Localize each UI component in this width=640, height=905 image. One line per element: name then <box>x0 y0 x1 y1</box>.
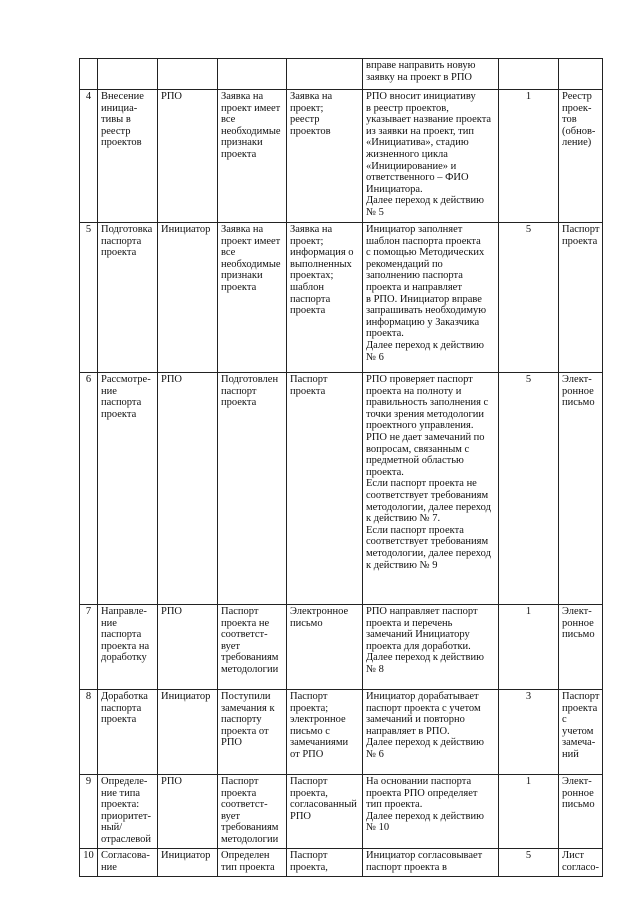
step-output: Заявка на проект; реестр проектов <box>287 90 363 223</box>
step-result: Элект- ронное письмо <box>559 775 603 849</box>
step-input: Подготовлен паспорт проекта <box>218 373 287 605</box>
step-description: Инициатор дорабатывает паспорт проекта с учетом замечаний и повторно направляет в РПО. Далее переход к действию № 6 <box>363 690 499 775</box>
step-description: РПО проверяет паспорт проекта на полноту и правильность заполнения с точки зрения методологии проектного управления. РПО не дает замечаний по вопросам, связанным с предметной областью проекта. Если паспорт проекта не соответствует требованиям методологии, далее переход к действию № 7. Если паспорт проекта соответствует требованиям методологии, далее переход к действию № 9 <box>363 373 499 605</box>
step-number: 8 <box>80 690 98 775</box>
step-input: Определен тип проекта <box>218 849 287 877</box>
step-description: Инициатор заполняет шаблон паспорта проекта с помощью Методических рекомендаций по заполнению паспорта проекта и направляет в РПО. Инициатор вправе запрашивать необходимую информацию у Заказчика проекта. Далее переход к действию № 6 <box>363 223 499 373</box>
table-row <box>80 605 603 690</box>
step-executor: РПО <box>158 373 218 605</box>
step-result: Реестр проек- тов (обнов- ление) <box>559 90 603 223</box>
step-number: 6 <box>80 373 98 605</box>
step-number: 9 <box>80 775 98 849</box>
step-number: 4 <box>80 90 98 223</box>
table-row <box>80 690 603 775</box>
step-output: Паспорт проекта, <box>287 849 363 877</box>
step-action: Определе- ние типа проекта: приоритет- ный/ отраслевой <box>98 775 158 849</box>
step-input: Паспорт проекта не соответст- вует требованиям методологии <box>218 605 287 690</box>
step-action <box>98 59 158 90</box>
step-executor: РПО <box>158 90 218 223</box>
step-description: Инициатор согласовывает паспорт проекта в <box>363 849 499 877</box>
step-description: На основании паспорта проекта РПО определяет тип проекта. Далее переход к действию № 10 <box>363 775 499 849</box>
step-action: Внесение инициа- тивы в реестр проектов <box>98 90 158 223</box>
step-executor: РПО <box>158 775 218 849</box>
table-row <box>80 849 603 877</box>
table-row <box>80 90 603 223</box>
step-action: Направле- ние паспорта проекта на доработку <box>98 605 158 690</box>
step-output: Заявка на проект; информация о выполненных проектах; шаблон паспорта проекта <box>287 223 363 373</box>
step-executor: РПО <box>158 605 218 690</box>
step-input: Паспорт проекта соответст- вует требованиям методологии <box>218 775 287 849</box>
step-result: Элект- ронное письмо <box>559 605 603 690</box>
table-row <box>80 775 603 849</box>
step-description: РПО направляет паспорт проекта и перечень замечаний Инициатору проекта для доработки. Далее переход к действию № 8 <box>363 605 499 690</box>
step-duration: 1 <box>499 775 559 849</box>
step-action: Согласова- ние <box>98 849 158 877</box>
step-description: вправе направить новую заявку на проект в РПО <box>363 59 499 90</box>
step-duration: 1 <box>499 90 559 223</box>
step-executor: Инициатор <box>158 223 218 373</box>
step-duration <box>499 59 559 90</box>
step-number: 10 <box>80 849 98 877</box>
step-input: Заявка на проект имеет все необходимые признаки проекта <box>218 90 287 223</box>
step-executor: Инициатор <box>158 690 218 775</box>
process-table <box>79 58 603 877</box>
step-output: Паспорт проекта <box>287 373 363 605</box>
step-result <box>559 59 603 90</box>
step-number: 7 <box>80 605 98 690</box>
table-row <box>80 59 603 90</box>
step-input: Заявка на проект имеет все необходимые признаки проекта <box>218 223 287 373</box>
step-action: Подготовка паспорта проекта <box>98 223 158 373</box>
step-description: РПО вносит инициативу в реестр проектов, указывает название проекта из заявки на проект, тип «Инициатива», стадию жизненного цикла «Инициирование» и ответственного – ФИО Инициатора. Далее переход к действию № 5 <box>363 90 499 223</box>
step-executor <box>158 59 218 90</box>
step-action: Доработка паспорта проекта <box>98 690 158 775</box>
step-duration: 1 <box>499 605 559 690</box>
step-output: Паспорт проекта; электронное письмо с замечаниями от РПО <box>287 690 363 775</box>
step-result: Лист согласо- <box>559 849 603 877</box>
step-number <box>80 59 98 90</box>
step-duration: 3 <box>499 690 559 775</box>
step-duration: 5 <box>499 849 559 877</box>
step-executor: Инициатор <box>158 849 218 877</box>
step-result: Элект- ронное письмо <box>559 373 603 605</box>
table-body <box>80 59 603 877</box>
step-output <box>287 59 363 90</box>
step-output: Электронное письмо <box>287 605 363 690</box>
step-input <box>218 59 287 90</box>
table-row <box>80 223 603 373</box>
step-duration: 5 <box>499 373 559 605</box>
step-result: Паспорт проекта <box>559 223 603 373</box>
step-output: Паспорт проекта, согласованный РПО <box>287 775 363 849</box>
step-duration: 5 <box>499 223 559 373</box>
step-number: 5 <box>80 223 98 373</box>
step-result: Паспорт проекта с учетом замеча- ний <box>559 690 603 775</box>
table-row <box>80 373 603 605</box>
step-action: Рассмотре- ние паспорта проекта <box>98 373 158 605</box>
step-input: Поступили замечания к паспорту проекта от РПО <box>218 690 287 775</box>
